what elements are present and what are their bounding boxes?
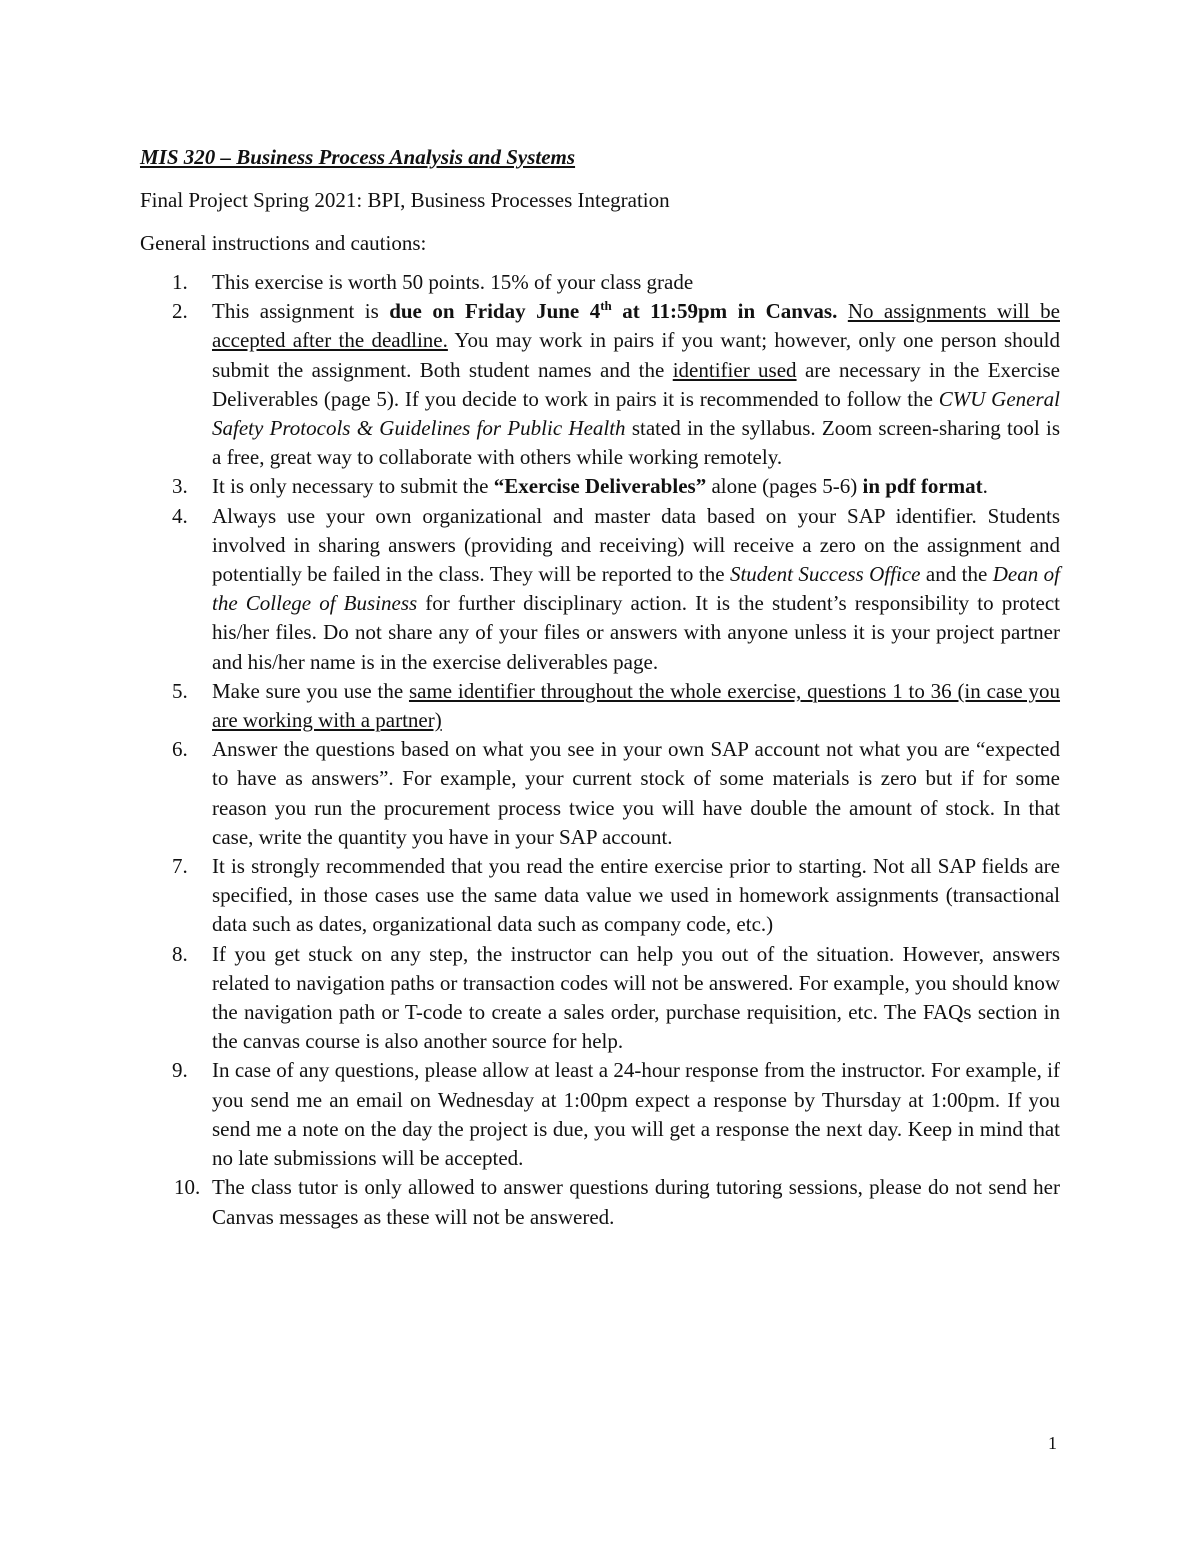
list-item-text: If you get stuck on any step, the instructor can help you out of the situation. However, answers related to navigation paths or transaction codes will not be answered. For example, you should know the navigation path or T-code to create a sales order, purchase requisition, etc. The FAQs section in the canvas course is also another source for help. xyxy=(212,941,1060,1054)
list-item-text: and the xyxy=(920,562,993,587)
list-item-text: th xyxy=(600,298,612,314)
list-item xyxy=(140,502,1060,677)
list-item-number: 5. xyxy=(172,678,188,703)
instructions-list xyxy=(140,268,1060,1232)
list-item-text: for further disciplinary action. It is the student’s responsibility to protect his/her files. Do not share any of your files or answers with anyone unless it is your project partner and his/her name is in the exercise deliverables page. xyxy=(212,591,1060,674)
list-item-text: same identifier throughout the whole exercise, questions 1 to 36 (in case you are working with a partner) xyxy=(212,678,1061,733)
list-item-text: You may work in pairs if you want; however, only one person should submit the assignment. Both student names and the xyxy=(212,328,1060,382)
list-item-text xyxy=(837,299,847,323)
list-item xyxy=(140,1056,1060,1173)
list-item-text: CWU General Safety Protocols & Guidelines for Public Health xyxy=(212,386,1061,441)
list-item-text: The class tutor is only allowed to answer questions during tutoring sessions, please do not send her Canvas messages as these will not be answered. xyxy=(212,1175,1060,1229)
document-body xyxy=(140,143,1060,1232)
list-item-text: “Exercise Deliverables” xyxy=(493,474,707,499)
list-item-number: 10. xyxy=(174,1175,201,1200)
list-item xyxy=(140,472,1060,501)
list-item-number: 2. xyxy=(172,299,188,324)
list-item-text: No assignments will be accepted after the deadline. xyxy=(212,299,1060,353)
list-item xyxy=(140,1173,1060,1231)
list-item-text: are necessary in the Exercise Deliverables (page 5). If you decide to work in pairs it is recommended to follow the xyxy=(212,357,1060,411)
list-item-text: in pdf format xyxy=(862,474,983,499)
page-number: 1 xyxy=(1048,1433,1057,1453)
list-item xyxy=(140,677,1060,735)
list-item-text: . xyxy=(982,474,988,499)
list-item-number: 1. xyxy=(172,270,188,294)
list-item-text: Dean of the College of Business xyxy=(212,562,1060,616)
general-instructions-heading: General instructions and cautions: xyxy=(140,231,427,255)
list-item-text: Student Success Office xyxy=(729,562,921,587)
list-item-number: 4. xyxy=(172,503,188,528)
list-item-text: at 11:59pm in Canvas. xyxy=(611,299,838,324)
list-item-text: stated in the syllabus. Zoom screen-sharing tool is a free, great way to collaborate with others while working remotely. xyxy=(212,416,1060,470)
list-item-number: 9. xyxy=(172,1058,188,1083)
list-item xyxy=(140,852,1060,940)
list-item-text: identifier used xyxy=(672,357,797,382)
list-item xyxy=(140,268,1060,297)
list-item xyxy=(140,940,1060,1057)
list-item xyxy=(140,735,1060,852)
list-item xyxy=(140,297,1060,472)
list-item-text: alone (pages 5-6) xyxy=(706,474,863,499)
list-item-text: Always use your own organizational and master data based on your SAP identifier. Students involved in sharing answers (providing and receiving) will receive a zero on the assignment and potentially be failed in the class. They will be reported to the xyxy=(212,503,1060,587)
document-subtitle: Final Project Spring 2021: BPI, Business Processes Integration xyxy=(140,188,670,212)
list-item-number: 8. xyxy=(172,941,188,966)
list-item-number: 7. xyxy=(172,854,188,879)
list-item-text: In case of any questions, please allow at least a 24-hour response from the instructor. For example, if you send me an email on Wednesday at 1:00pm expect a response by Thursday at 1:00pm. If you send me a note on the day the project is due, you will get a response the next day. Keep in mind that no late submissions will be accepted. xyxy=(212,1058,1060,1171)
list-item-text: It is strongly recommended that you read the entire exercise prior to starting. Not all SAP fields are specified, in those cases use the same data value we used in homework assignments (transactional data such as dates, organizational data such as company code, etc.) xyxy=(212,854,1060,937)
list-item-text: due on Friday June 4 xyxy=(389,299,601,324)
list-item-number: 3. xyxy=(172,474,188,499)
list-item-text: It is only necessary to submit the xyxy=(212,474,494,499)
list-item-text: This assignment is xyxy=(212,299,390,324)
document-title: MIS 320 – Business Process Analysis and Systems xyxy=(140,145,576,169)
list-item-text: Make sure you use the xyxy=(212,678,409,703)
list-item-number: 6. xyxy=(172,737,188,762)
list-item-text: Answer the questions based on what you see in your own SAP account not what you are “expected to have as answers”. For example, your current stock of some materials is zero but if for some reason you run the procurement process twice you will have double the amount of stock. In that case, write the quantity you have in your SAP account. xyxy=(212,737,1060,849)
list-item-text: This exercise is worth 50 points. 15% of your class grade xyxy=(212,270,694,294)
